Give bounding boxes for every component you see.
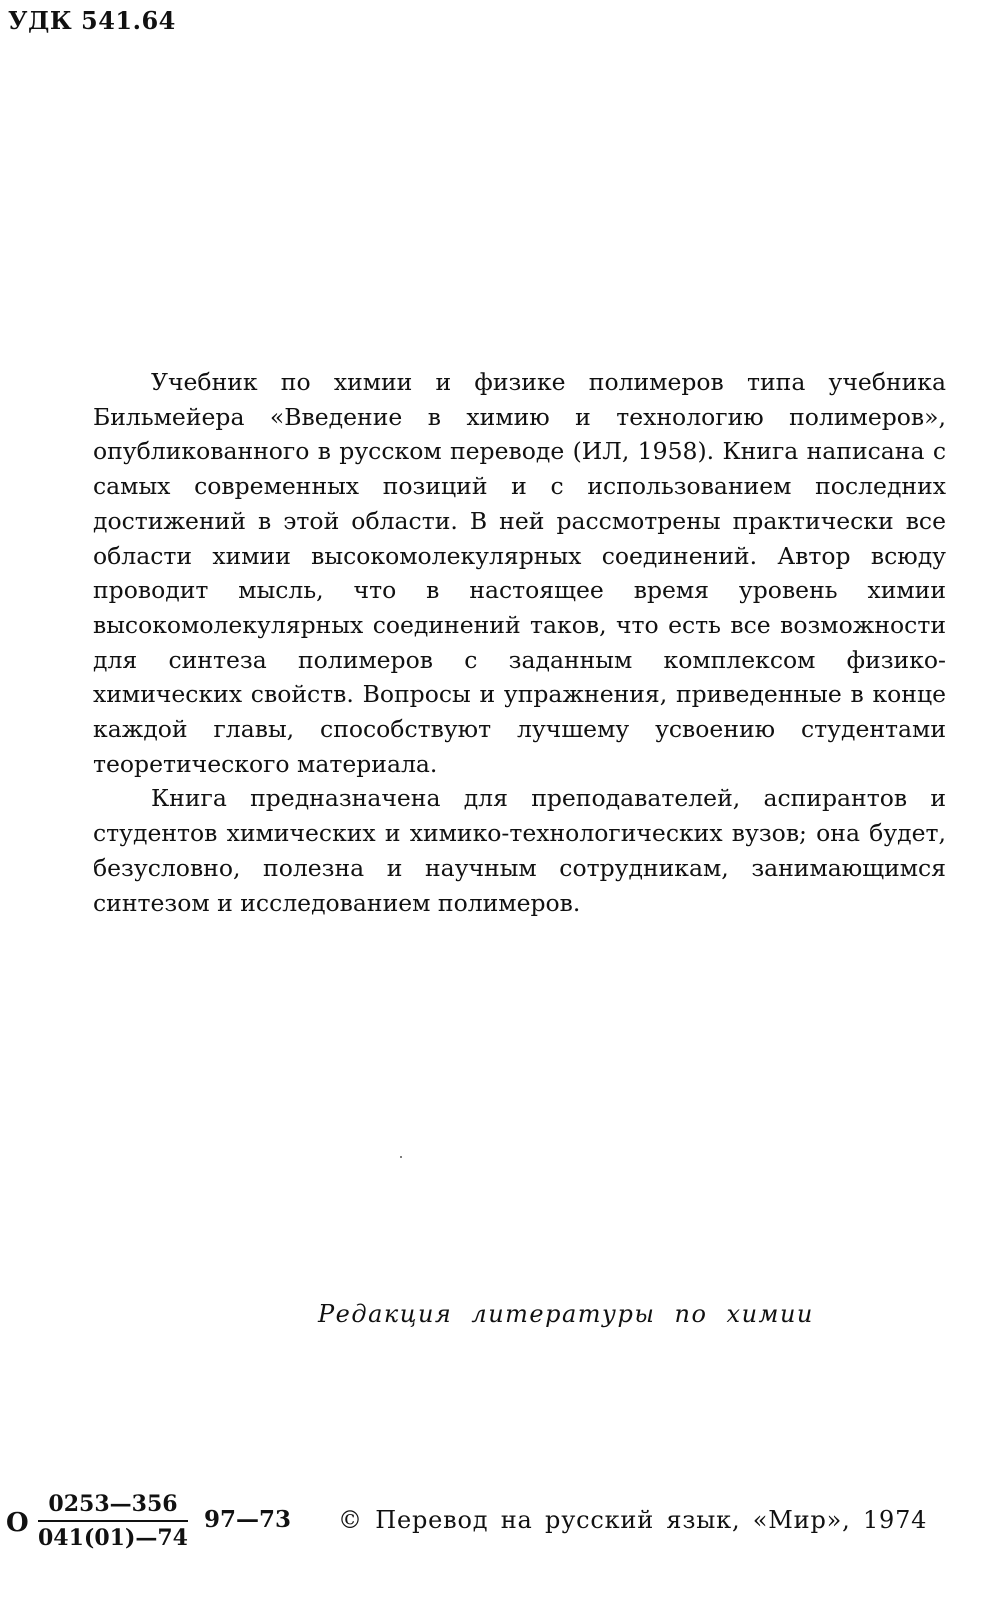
copyright-notice: © Перевод на русский язык, «Мир», 1974 [338, 1506, 928, 1534]
imprint-denominator: 041(01)—74 [38, 1525, 188, 1551]
imprint-code: 97—73 [204, 1506, 292, 1533]
abstract-paragraph-2: Книга предназначена для преподавателей, аспирантов и студентов химических и химико-технологических вузов; она будет, безусловно, полезна и научным сотрудникам, занимающимся синтезом и исследованием полимеров. [93, 784, 946, 917]
imprint-letter: О [6, 1508, 29, 1538]
imprint-line [6, 1490, 966, 1570]
udc-code: УДК 541.64 [8, 6, 176, 35]
imprint-numerator: 0253—356 [38, 1490, 188, 1522]
print-speck [400, 1156, 402, 1158]
imprint-fraction [38, 1490, 188, 1554]
abstract-paragraph-1: Учебник по химии и физике полимеров типа учебника Бильмейера «Введение в химию и технологию полимеров», опубликованного в русском переводе (ИЛ, 1958). Книга написана с самых современных позиций и с использованием последних достижений в этой области. В ней рассмотрены практически все области химии высокомолекулярных соединений. Автор всюду проводит мысль, что в настоящее время уровень химии высокомолекулярных соединений таков, что есть все возможности для синтеза полимеров с заданным комплексом физико-химических свойств. Вопросы и упражнения, приведенные в конце каждой главы, способствуют лучшему усвоению студентами теоретического материала. [93, 368, 946, 778]
abstract [93, 365, 946, 920]
editorial-office: Редакция литературы по химии [318, 1300, 814, 1328]
